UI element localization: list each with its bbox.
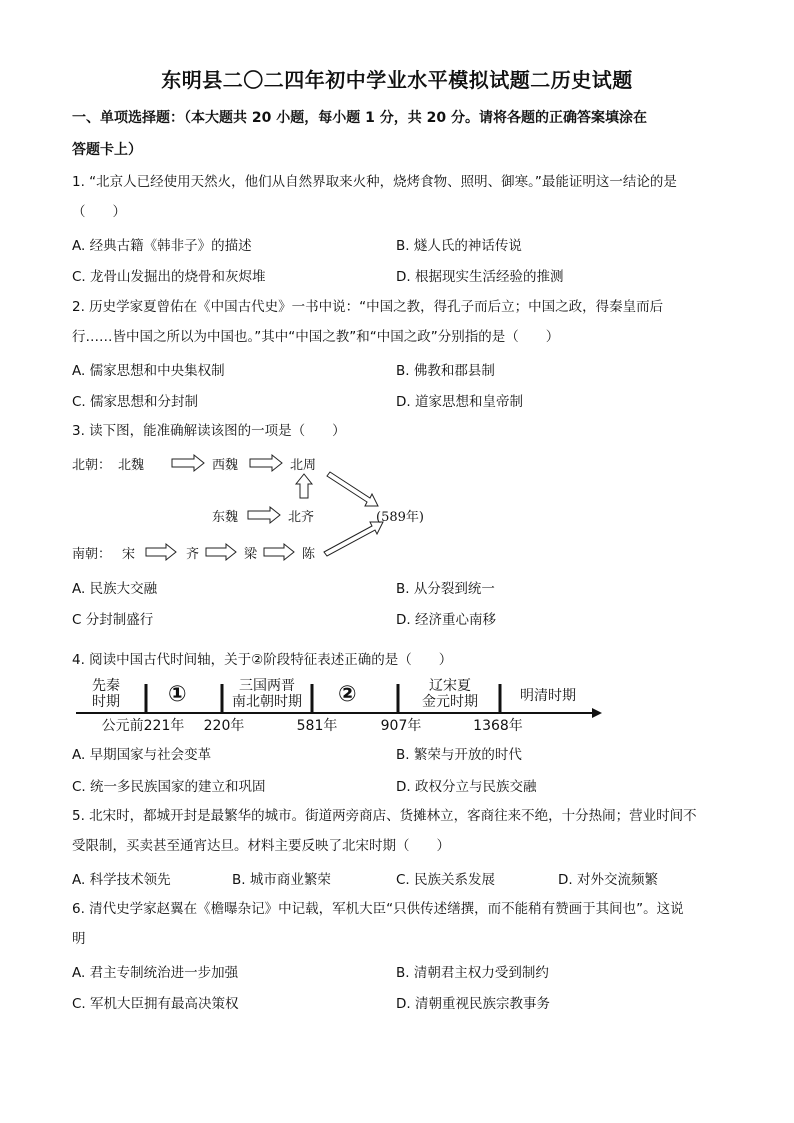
q5-option-b[interactable]: B. 城市商业繁荣 <box>232 872 331 888</box>
date-581: 581年 <box>296 718 338 734</box>
q5-stem-line2: 受限制，买卖甚至通宵达旦。材料主要反映了北宋时期（ ） <box>72 838 450 854</box>
south-dynasties-label: 南朝： <box>72 547 112 562</box>
arrow-dongwei-beiqi <box>248 507 280 523</box>
date-220: 220年 <box>203 718 245 734</box>
dynasty-beiwei: 北魏 <box>118 458 145 473</box>
q3-option-c[interactable]: C 分封制盛行 <box>72 612 154 628</box>
q4-option-d[interactable]: D. 政权分立与民族交融 <box>396 779 537 795</box>
q1-option-c[interactable]: C. 龙骨山发掘出的烧骨和灰烬堆 <box>72 269 266 285</box>
q3-option-d[interactable]: D. 经济重心南移 <box>396 612 496 628</box>
period-liaosong: 辽宋夏 金元时期 <box>422 678 478 710</box>
q2-stem-line1: 2. 历史学家夏曾佑在《中国古代史》一书中说：“中国之教，得孔子而后立；中国之政，得秦皇而后 <box>72 299 664 315</box>
dynasty-dongwei: 东魏 <box>212 510 239 525</box>
q2-option-b[interactable]: B. 佛教和郡县制 <box>396 363 495 379</box>
q6-option-d[interactable]: D. 清朝重视民族宗教事务 <box>396 996 550 1012</box>
history-timeline <box>72 676 612 736</box>
q2-option-d[interactable]: D. 道家思想和皇帝制 <box>396 394 523 410</box>
period-1: ① <box>168 682 187 707</box>
exam-title: 东明县二〇二四年初中学业水平模拟试题二历史试题 <box>161 68 633 92</box>
q2-stem-line2: 行……皆中国之所以为中国也。”其中“中国之教”和“中国之政”分别指的是（ ） <box>72 329 560 345</box>
arrow-song-qi <box>146 544 176 560</box>
period-mingqing: 明清时期 <box>520 688 576 704</box>
dynasty-beiqi: 北齐 <box>288 510 315 525</box>
period-2: ② <box>338 682 357 707</box>
section-heading-line1: 一、单项选择题：（本大题共 20 小题，每小题 1 分，共 20 分。请将各题的正确答案填涂在 <box>72 110 647 126</box>
date-907: 907年 <box>380 718 422 734</box>
q1-option-d[interactable]: D. 根据现实生活经验的推测 <box>396 269 564 285</box>
q6-option-c[interactable]: C. 军机大臣拥有最高决策权 <box>72 996 239 1012</box>
q1-stem-line1: 1. “北京人已经使用天然火，他们从自然界取来火种，烧烤食物、照明、御寒。”最能证明这一结论的是 <box>72 174 677 190</box>
arrow-xiwei-beizhou <box>250 455 282 471</box>
q4-option-c[interactable]: C. 统一多民族国家的建立和巩固 <box>72 779 266 795</box>
q2-option-c[interactable]: C. 儒家思想和分封制 <box>72 394 199 410</box>
section-heading-line2: 答题卡上） <box>72 142 142 158</box>
q5-stem-line1: 5. 北宋时，都城开封是最繁华的城市。街道两旁商店、货摊林立，客商往来不绝，十分热闹；营业时间不 <box>72 808 697 824</box>
date-1368: 1368年 <box>473 718 523 734</box>
q4-option-b[interactable]: B. 繁荣与开放的时代 <box>396 747 522 763</box>
q4-option-a[interactable]: A. 早期国家与社会变革 <box>72 747 212 763</box>
q6-option-a[interactable]: A. 君主专制统治进一步加强 <box>72 965 239 981</box>
q6-option-b[interactable]: B. 清朝君主权力受到制约 <box>396 965 549 981</box>
arrow-chen-589 <box>324 522 383 556</box>
dynasty-liang: 梁 <box>244 547 258 562</box>
arrow-beizhou-589 <box>327 472 378 506</box>
period-xianqin: 先秦 时期 <box>92 678 120 710</box>
arrow-beiqi-beizhou <box>296 474 312 498</box>
q5-option-c[interactable]: C. 民族关系发展 <box>396 872 496 888</box>
q1-stem-line2: （ ） <box>72 204 126 220</box>
dynasty-chen: 陈 <box>302 547 316 562</box>
unification-year: (589年) <box>376 510 424 525</box>
period-sanguo: 三国两晋 南北朝时期 <box>232 678 302 710</box>
q5-option-a[interactable]: A. 科学技术领先 <box>72 872 171 888</box>
q3-stem: 3. 读下图，能准确解读该图的一项是（ ） <box>72 423 346 439</box>
date-221bc: 公元前221年 <box>101 718 185 734</box>
section-heading <box>72 102 722 166</box>
arrow-qi-liang <box>206 544 236 560</box>
q2-option-a[interactable]: A. 儒家思想和中央集权制 <box>72 363 225 379</box>
dynasty-beizhou: 北周 <box>290 458 317 473</box>
dynasty-xiwei: 西魏 <box>212 458 239 473</box>
q1-option-b[interactable]: B. 燧人氏的神话传说 <box>396 238 522 254</box>
dynasty-song: 宋 <box>122 547 136 562</box>
q3-option-b[interactable]: B. 从分裂到统一 <box>396 581 495 597</box>
north-dynasties-label: 北朝： <box>72 458 112 473</box>
dynasty-diagram <box>72 446 492 576</box>
q6-stem-line1: 6. 清代史学家赵翼在《檐曝杂记》中记载，军机大臣“只供传述缮撰，而不能稍有赞画于其间也”。这说 <box>72 901 684 917</box>
q4-stem: 4. 阅读中国古代时间轴，关于②阶段特征表述正确的是（ ） <box>72 652 453 668</box>
dynasty-qi: 齐 <box>186 547 200 562</box>
q1-option-a[interactable]: A. 经典古籍《韩非子》的描述 <box>72 238 252 254</box>
q6-stem-line2: 明 <box>72 931 86 947</box>
q5-option-d[interactable]: D. 对外交流频繁 <box>558 872 658 888</box>
q3-option-a[interactable]: A. 民族大交融 <box>72 581 158 597</box>
arrow-beiwei-xiwei <box>172 455 204 471</box>
arrow-liang-chen <box>264 544 294 560</box>
